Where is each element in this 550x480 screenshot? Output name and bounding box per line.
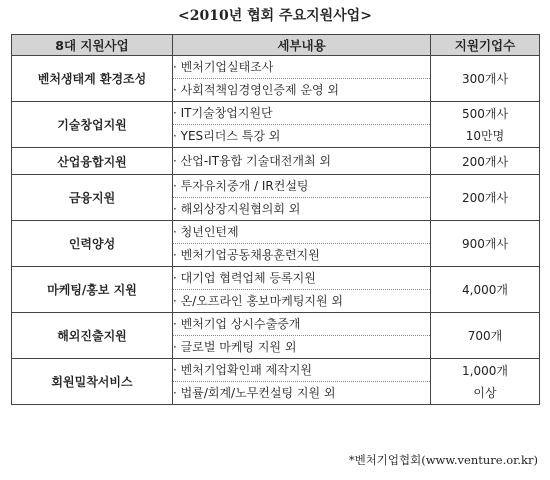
- detail-item: · 청년인턴제: [173, 221, 430, 243]
- count-cell: [431, 221, 540, 267]
- count-cell: [431, 267, 540, 313]
- details-cell: [173, 221, 431, 267]
- detail-item: · 법률/회계/노무컨설팅 지원 외: [173, 381, 430, 404]
- count-value: 4,000개: [462, 283, 508, 297]
- category-cell: 기술창업지원: [12, 102, 173, 148]
- table-row: [12, 313, 540, 359]
- detail-item: · 글로벌 마케팅 지원 외: [173, 335, 430, 358]
- count-value: 10만명: [465, 128, 505, 143]
- count-value: 1,000개: [462, 363, 508, 378]
- count-cell: [431, 102, 540, 148]
- table-row: [12, 175, 540, 221]
- details-cell: [173, 148, 431, 175]
- count-cell: [431, 56, 540, 102]
- table-row: [12, 56, 540, 102]
- source-footnote: *벤처기업협회(www.venture.or.kr): [348, 453, 538, 467]
- table-title: <2010년 협회 주요지원사업>: [178, 8, 372, 24]
- details-cell: [173, 175, 431, 221]
- count-value: 700개: [467, 329, 503, 343]
- count-cell: [431, 175, 540, 221]
- count-value: 300개사: [461, 72, 509, 86]
- count-cell: [431, 148, 540, 175]
- count-cell: [431, 313, 540, 359]
- count-value: 200개사: [461, 191, 509, 205]
- table-row: [12, 359, 540, 405]
- category-cell: 마케팅/홍보 지원: [12, 267, 173, 313]
- count-value: 500개사: [461, 106, 509, 121]
- category-cell: 벤처생태계 환경조성: [12, 56, 173, 102]
- detail-item: · IT기술창업지원단: [173, 102, 430, 124]
- count-value: 900개사: [461, 237, 509, 251]
- header-details: 세부내용: [173, 35, 431, 56]
- detail-item: · 사회적책임경영인증제 운영 외: [173, 78, 430, 101]
- category-cell: 금융지원: [12, 175, 173, 221]
- header-category: 8대 지원사업: [12, 35, 173, 56]
- category-cell: 해외진출지원: [12, 313, 173, 359]
- details-cell: [173, 56, 431, 102]
- details-cell: [173, 102, 431, 148]
- detail-item: · 해외상장지원협의회 외: [173, 197, 430, 220]
- detail-item: · 대기업 협력업체 등록지원: [173, 267, 430, 289]
- detail-item: · YES리더스 특강 외: [173, 124, 430, 147]
- table-row: [12, 148, 540, 175]
- detail-item: · 벤처기업확인패 제작지원: [173, 359, 430, 381]
- detail-item: · 투자유치중개 / IR컨설팅: [173, 175, 430, 197]
- count-value: 이상: [473, 385, 497, 400]
- count-value: 200개사: [461, 154, 509, 169]
- count-cell: [431, 359, 540, 405]
- detail-item: · 온/오프라인 홍보마케팅지원 외: [173, 289, 430, 312]
- header-row: [12, 35, 540, 56]
- table-row: [12, 102, 540, 148]
- header-count: 지원기업수: [431, 35, 540, 56]
- table-row: [12, 267, 540, 313]
- detail-item: · 벤처기업 상시수출중개: [173, 313, 430, 335]
- detail-item: · 벤처기업공동채용훈련지원: [173, 243, 430, 266]
- details-cell: [173, 313, 431, 359]
- details-cell: [173, 267, 431, 313]
- category-cell: 인력양성: [12, 221, 173, 267]
- table-row: [12, 221, 540, 267]
- detail-item: · 산업-IT융합 기술대전개최 외: [173, 148, 430, 174]
- category-cell: 산업융합지원: [12, 148, 173, 175]
- details-cell: [173, 359, 431, 405]
- support-programs-table: [11, 34, 540, 405]
- category-cell: 회원밀착서비스: [12, 359, 173, 405]
- detail-item: · 벤처기업실태조사: [173, 56, 430, 78]
